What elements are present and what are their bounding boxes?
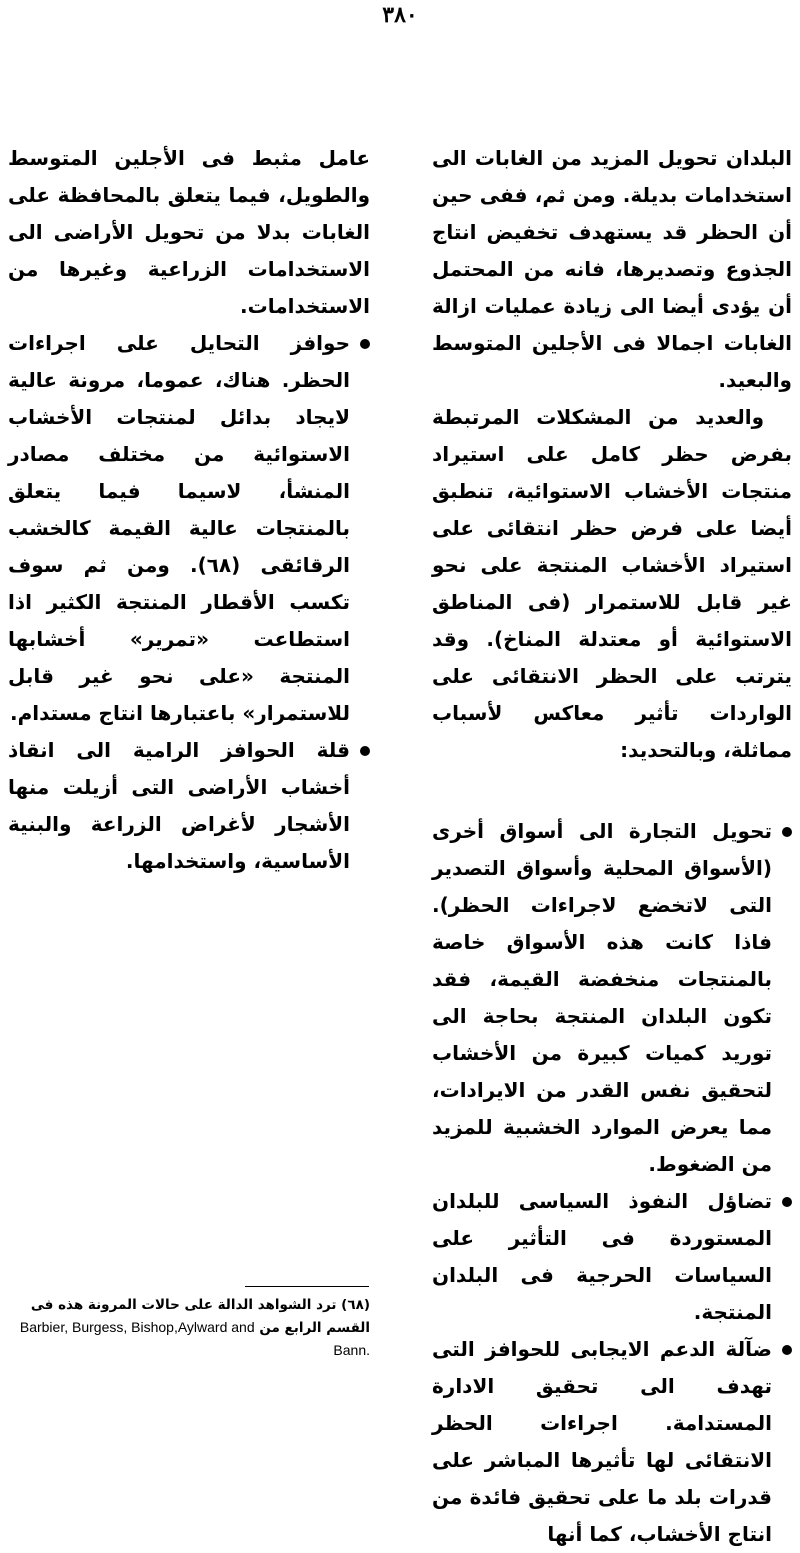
right-paragraph-2: والعديد من المشكلات المرتبطة بفرض حظر كامل على استيراد منتجات الأخشاب الاستوائية، تنطبق أيضا على فرض حظر انتقائى على استيراد الأخشاب المنتجة على نحو غير قابل للاستمرار (فى المناطق الاستوائية أو معتدلة المناخ). وقد يترتب على الحظر الانتقائى على الواردات تأثير معاكس لأسباب مماثلة، وبالتحديد: bbox=[432, 405, 792, 762]
page-number: ٣٨٠ bbox=[382, 2, 418, 28]
list-item-text: ضآلة الدعم الايجابى للحوافز التى تهدف الى تحقيق الادارة المستدامة. اجراءات الحظر الانتقائى لها تأثيرها المباشر على قدرات بلد ما على تحقيق فائدة من انتاج الأخشاب، كما أنها bbox=[432, 1337, 772, 1546]
footnote-divider bbox=[245, 1286, 369, 1287]
bullet-icon bbox=[782, 1197, 792, 1207]
footnote-authors: Barbier, Burgess, Bishop,Aylward and Bann. bbox=[19, 1319, 370, 1358]
left-column bbox=[8, 140, 370, 880]
list-item-text: تضاؤل النفوذ السياسى للبلدان المستوردة فى التأثير على السياسات الحرجية فى البلدان المنتجة. bbox=[432, 1189, 772, 1324]
left-paragraph-1: عامل مثبط فى الأجلين المتوسط والطويل، فيما يتعلق بالمحافظة على الغابات بدلا من تحويل الأراضى الى الاستخدامات الزراعية وغيرها من الاستخدامات. bbox=[8, 146, 370, 318]
bullet-icon bbox=[360, 339, 370, 349]
list-item bbox=[432, 1331, 792, 1553]
footnote bbox=[0, 1294, 370, 1362]
paragraph-gap bbox=[432, 769, 792, 813]
bullet-icon bbox=[360, 746, 370, 756]
list-item-text: تحويل التجارة الى أسواق أخرى (الأسواق المحلية وأسواق التصدير التى لاتخضع لاجراءات الحظر). فاذا كانت هذه الأسواق خاصة بالمنتجات منخفضة القيمة، فقد تكون البلدان المنتجة بحاجة الى توريد كميات كبيرة من الأخشاب لتحقيق نفس القدر من الايرادات، مما يعرض الموارد الخشبية للمزيد من الضغوط. bbox=[432, 819, 772, 1176]
list-item-text: قلة الحوافز الرامية الى انقاذ أخشاب الأراضى التى أزيلت منها الأشجار لأغراض الزراعة والبنية الأساسية، واستخدامها. bbox=[8, 738, 350, 873]
list-item bbox=[8, 325, 370, 732]
right-paragraph-1: البلدان تحويل المزيد من الغابات الى استخدامات بديلة. ومن ثم، ففى حين أن الحظر قد يستهدف تخفيض انتاج الجذوع وتصديرها، فانه من المحتمل أن يؤدى أيضا الى زيادة عمليات ازالة الغابات اجمالا فى الأجلين المتوسط والبعيد. bbox=[432, 146, 792, 392]
right-column bbox=[432, 140, 792, 1553]
footnote-text: (٦٨) ترد الشواهد الدالة على حالات المرونة هذه فى القسم الرابع من bbox=[30, 1297, 370, 1336]
list-item-text: حوافز التحايل على اجراءات الحظر. هناك، عموما، مرونة عالية لايجاد بدائل لمنتجات الأخشاب الاستوائية من مختلف مصادر المنشأ، لاسيما فيما يتعلق بالمنتجات عالية القيمة كالخشب الرقائقى (٦٨). ومن ثم سوف تكسب الأقطار المنتجة الكثير اذا استطاعت «تمرير» أخشابها المنتجة «على نحو غير قابل للاستمرار» باعتبارها انتاج مستدام. bbox=[8, 331, 351, 725]
bullet-icon bbox=[782, 827, 792, 837]
list-item bbox=[432, 1183, 792, 1331]
list-item bbox=[8, 732, 370, 880]
list-item bbox=[432, 813, 792, 1183]
bullet-icon bbox=[782, 1345, 792, 1355]
